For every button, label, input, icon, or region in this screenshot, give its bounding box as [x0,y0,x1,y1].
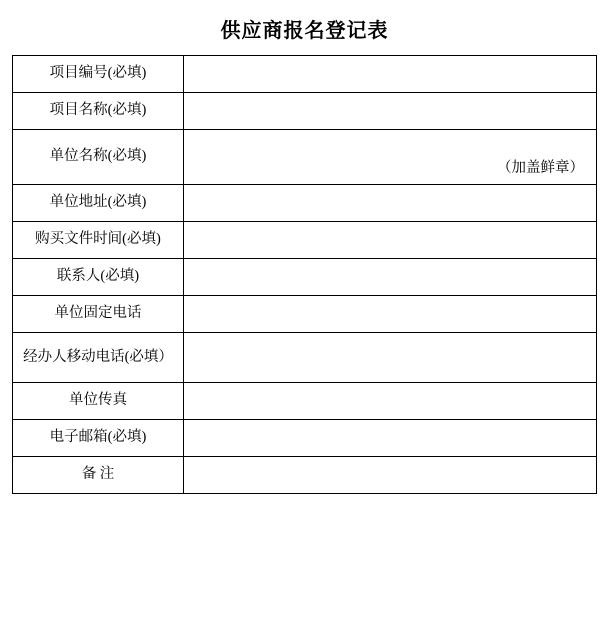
table-row [13,296,597,333]
field-value-project-number[interactable] [184,56,597,93]
field-value-contact-person[interactable] [184,259,597,296]
field-input-project-number[interactable] [192,65,588,83]
table-row [13,383,597,420]
table-row [13,56,597,93]
field-input-project-name[interactable] [192,102,588,120]
field-value-remarks[interactable] [184,457,597,494]
document-page [0,14,609,635]
field-input-remarks[interactable] [192,466,588,484]
field-input-purchase-time[interactable] [192,231,588,249]
field-value-email[interactable] [184,420,597,457]
table-row [13,130,597,185]
field-label-project-name: 项目名称(必填) [13,93,184,130]
field-label-company-address: 单位地址(必填) [13,185,184,222]
field-label-project-number: 项目编号(必填) [13,56,184,93]
field-label-fax: 单位传真 [13,383,184,420]
table-row [13,333,597,383]
field-label-purchase-time: 购买文件时间(必填) [13,222,184,259]
field-input-mobile-phone[interactable] [192,349,588,367]
table-row [13,93,597,130]
field-value-mobile-phone[interactable] [184,333,597,383]
field-input-company-address[interactable] [192,194,588,212]
page-title: 供应商报名登记表 [220,20,389,42]
field-label-email: 电子邮箱(必填) [13,420,184,457]
field-value-company-address[interactable] [184,185,597,222]
field-label-landline: 单位固定电话 [13,296,184,333]
supplier-registration-table [12,55,597,494]
table-row [13,259,597,296]
field-label-company-name: 单位名称(必填) [13,130,184,185]
table-row [13,222,597,259]
field-value-purchase-time[interactable] [184,222,597,259]
field-input-landline[interactable] [192,305,588,323]
stamp-note: （加盖鲜章） [497,159,584,176]
field-input-email[interactable] [192,429,588,447]
field-input-fax[interactable] [192,392,588,410]
field-label-contact-person: 联系人(必填) [13,259,184,296]
field-label-mobile-phone: 经办人移动电话(必填） [13,333,184,383]
field-value-company-name[interactable] [184,130,597,185]
field-value-fax[interactable] [184,383,597,420]
table-row [13,420,597,457]
field-value-landline[interactable] [184,296,597,333]
field-value-project-name[interactable] [184,93,597,130]
table-row [13,457,597,494]
table-body [13,56,597,494]
table-row [13,185,597,222]
field-input-company-name[interactable] [192,138,588,156]
field-label-remarks: 备 注 [13,457,184,494]
field-input-contact-person[interactable] [192,268,588,286]
